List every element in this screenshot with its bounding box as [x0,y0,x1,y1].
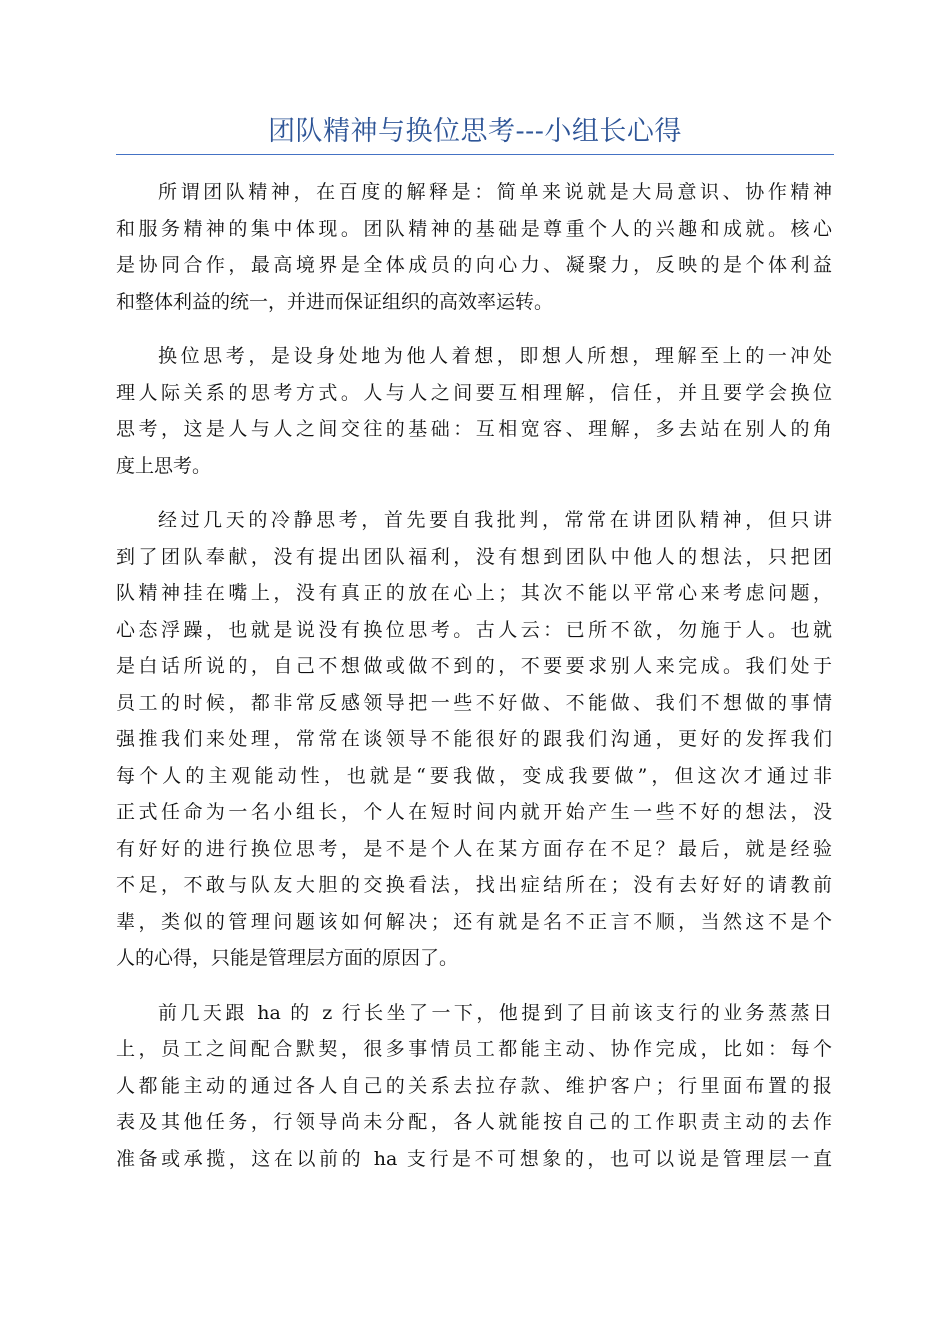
text-line: 思考，这是人与人之间交往的基础：互相宽容、理解，多去站在别人的角 [116,418,832,440]
text-line: 正式任命为一名小组长，个人在短时间内就开始产生一些不好的想法，没 [116,801,832,823]
text-line: 换位思考，是设身处地为他人着想，即想人所想，理解至上的一冲处 [158,345,832,367]
paragraph [116,174,832,320]
text-line: 上，员工之间配合默契，很多事情员工都能主动、协作完成，比如：每个 [116,1038,832,1060]
text-line: 每个人的主观能动性，也就是“要我做，变成我要做”，但这次才通过非 [116,764,832,787]
text-line: 到了团队奉献，没有提出团队福利，没有想到团队中他人的想法，只把团 [116,545,832,568]
text-line: 理人际关系的思考方式。人与人之间要互相理解，信任，并且要学会换位 [116,381,832,404]
document-title: 团队精神与换位思考---小组长心得 [268,116,682,147]
text-line: 前几天跟 ha 的 z 行长坐了一下，他提到了目前该支行的业务蒸蒸日 [158,1001,832,1024]
text-line: 所谓团队精神，在百度的解释是：简单来说就是大局意识、协作精神 [158,181,832,203]
text-line: 是协同合作，最高境界是全体成员的向心力、凝聚力，反映的是个体利益 [116,254,832,276]
paragraph [116,995,832,1178]
title-underline [116,154,834,155]
document-body [116,174,832,1195]
text-line: 准备或承揽，这在以前的 ha 支行是不可想象的，也可以说是管理层一直 [116,1147,832,1170]
text-line: 表及其他任务，行领导尚未分配，各人就能按自己的工作职责主动的去作 [116,1111,832,1133]
text-line: 和整体利益的统一，并进而保证组织的高效率运转。 [116,290,554,313]
text-line: 有好好的进行换位思考，是不是个人在某方面存在不足？最后，就是经验 [116,837,832,860]
text-line: 是白话所说的，自己不想做或做不到的，不要要求别人来完成。我们处于 [116,655,832,677]
paragraph [116,502,832,977]
text-line: 不足，不敢与队友大胆的交换看法，找出症结所在；没有去好好的请教前 [116,874,832,896]
text-line: 心态浮躁，也就是说没有换位思考。古人云：已所不欲，勿施于人。也就 [116,618,832,641]
text-line: 强推我们来处理，常常在谈领导不能很好的跟我们沟通，更好的发挥我们 [116,728,832,750]
text-line: 人的心得，只能是管理层方面的原因了。 [116,947,459,969]
paragraph [116,338,832,484]
text-line: 队精神挂在嘴上，没有真正的放在心上；其次不能以平常心来考虑问题， [116,582,832,604]
text-line: 辈，类似的管理问题该如何解决；还有就是名不正言不顺，当然这不是个 [116,910,832,933]
text-line: 度上思考。 [116,454,212,477]
text-line: 人都能主动的通过各人自己的关系去拉存款、维护客户；行里面布置的报 [116,1074,832,1097]
text-line: 和服务精神的集中体现。团队精神的基础是尊重个人的兴趣和成就。核心 [116,217,832,240]
text-line: 员工的时候，都非常反感领导把一些不好做、不能做、我们不想做的事情 [116,691,832,714]
text-line: 经过几天的冷静思考，首先要自我批判，常常在讲团队精神，但只讲 [158,509,832,531]
